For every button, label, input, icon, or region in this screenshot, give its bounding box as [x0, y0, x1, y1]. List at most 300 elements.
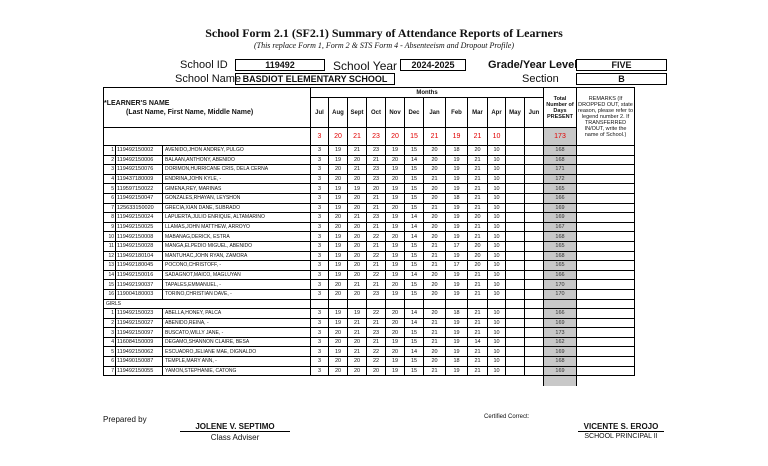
attendance-cell: 21	[424, 328, 446, 338]
total-present: 165	[544, 241, 577, 251]
school-name-label: School Name	[175, 73, 242, 85]
attendance-cell: 20	[348, 289, 367, 299]
attendance-cell: 3	[311, 184, 329, 194]
attendance-cell	[506, 174, 525, 184]
attendance-cell: 10	[488, 241, 506, 251]
attendance-cell: 20	[424, 222, 446, 232]
attendance-cell: 17	[446, 261, 468, 271]
lrn-cell: 119492150027	[116, 318, 163, 328]
form-subtitle: (This replace Form 1, Form 2 & STS Form 4 - Absenteeism and Dropout Profile)	[253, 41, 515, 50]
attendance-cell: 19	[386, 357, 405, 367]
attendance-cell: 21	[424, 241, 446, 251]
attendance-cell: 19	[348, 184, 367, 194]
attendance-cell: 21	[348, 165, 367, 175]
attendance-cell: 14	[405, 213, 424, 223]
attendance-cell: 23	[367, 328, 386, 338]
attendance-cell: 19	[386, 261, 405, 271]
school-name-field: BASDIOT ELEMENTARY SCHOOL	[235, 73, 395, 85]
lrn-cell: 119492150062	[116, 347, 163, 357]
boy-row	[104, 261, 635, 271]
school-days-cell: 20	[386, 128, 405, 146]
attendance-cell: 20	[348, 366, 367, 376]
girl-row	[104, 357, 635, 367]
lrn-cell: 119492150028	[116, 241, 163, 251]
attendance-cell	[525, 366, 544, 376]
learner-name: GRECIA,XIAN DANE, SUBRADO	[163, 203, 311, 213]
attendance-cell	[506, 270, 525, 280]
total-present: 171	[544, 165, 577, 175]
lrn-cell: 119492150024	[116, 213, 163, 223]
attendance-cell: 21	[468, 366, 488, 376]
attendance-cell: 15	[405, 337, 424, 347]
attendance-cell: 18	[446, 193, 468, 203]
attendance-cell	[525, 232, 544, 242]
girls-label: GIRLS	[104, 299, 311, 309]
attendance-cell: 14	[405, 309, 424, 319]
total-present: 170	[544, 280, 577, 290]
lrn-cell: 119492150025	[116, 222, 163, 232]
girl-row	[104, 328, 635, 338]
form-title: School Form 2.1 (SF2.1) Summary of Attendance Reports of Learners	[205, 26, 563, 40]
boy-row	[104, 146, 635, 156]
month-header-mar: Mar	[468, 98, 488, 128]
attendance-cell: 20	[348, 203, 367, 213]
attendance-cell: 10	[488, 251, 506, 261]
certified-label: Certified Correct:	[484, 414, 530, 420]
attendance-cell	[506, 280, 525, 290]
attendance-cell: 20	[348, 251, 367, 261]
lrn-cell: 119597150022	[116, 184, 163, 194]
girl-row	[104, 309, 635, 319]
attendance-cell: 3	[311, 165, 329, 175]
learner-name: ABELLA,HONEY, PALCA	[163, 309, 311, 319]
attendance-cell: 10	[488, 328, 506, 338]
attendance-cell	[525, 318, 544, 328]
lrn-cell: 119492190037	[116, 280, 163, 290]
remarks-cell	[577, 213, 635, 223]
attendance-cell: 20	[348, 193, 367, 203]
spacer-cell	[116, 376, 163, 386]
spacer-cell	[506, 376, 525, 386]
attendance-cell: 14	[405, 155, 424, 165]
remarks-cell	[577, 174, 635, 184]
attendance-cell: 20	[424, 213, 446, 223]
school-days-cell	[525, 128, 544, 146]
empty-cell	[525, 299, 544, 309]
attendance-cell	[525, 347, 544, 357]
school-id-label: School ID	[180, 59, 228, 71]
attendance-cell: 21	[424, 261, 446, 271]
attendance-cell: 20	[329, 174, 348, 184]
attendance-cell: 19	[446, 347, 468, 357]
attendance-cell: 21	[348, 318, 367, 328]
attendance-cell	[525, 222, 544, 232]
spacer-cell	[367, 376, 386, 386]
attendance-cell	[525, 174, 544, 184]
attendance-cell	[506, 347, 525, 357]
attendance-cell: 21	[367, 261, 386, 271]
attendance-cell: 3	[311, 251, 329, 261]
attendance-cell: 23	[367, 289, 386, 299]
attendance-cell: 20	[386, 309, 405, 319]
learner-name: BALAAN,ANTHONY, ABENIDO	[163, 155, 311, 165]
school-days-cell: 21	[468, 128, 488, 146]
remarks-cell	[577, 251, 635, 261]
attendance-cell: 19	[348, 309, 367, 319]
attendance-cell: 19	[386, 193, 405, 203]
total-present: 169	[544, 213, 577, 223]
attendance-cell: 21	[468, 203, 488, 213]
boy-row	[104, 241, 635, 251]
row-number: 9	[104, 222, 116, 232]
learner-name: SADAGNOT,MAICO, MAGLUYAN	[163, 270, 311, 280]
spacer-cell	[446, 376, 468, 386]
attendance-cell: 15	[405, 184, 424, 194]
attendance-cell: 18	[446, 357, 468, 367]
attendance-cell: 21	[468, 309, 488, 319]
boy-row	[104, 280, 635, 290]
attendance-cell: 21	[348, 146, 367, 156]
girl-row	[104, 347, 635, 357]
remarks-cell	[577, 270, 635, 280]
total-present: 168	[544, 251, 577, 261]
spacer-cell	[468, 376, 488, 386]
months-header: Months	[311, 88, 544, 98]
attendance-cell: 21	[424, 337, 446, 347]
attendance-cell: 19	[446, 222, 468, 232]
attendance-cell: 10	[488, 203, 506, 213]
attendance-cell: 14	[405, 318, 424, 328]
row-number: 8	[104, 213, 116, 223]
attendance-cell: 20	[329, 357, 348, 367]
attendance-cell: 21	[468, 222, 488, 232]
attendance-cell: 20	[329, 366, 348, 376]
adviser-signature-line	[180, 431, 290, 432]
remarks-cell	[577, 241, 635, 251]
attendance-cell: 20	[424, 184, 446, 194]
learner-name: DEGAMO,SHANNON CLAIRE, BESA	[163, 337, 311, 347]
attendance-cell: 21	[424, 203, 446, 213]
attendance-cell: 3	[311, 347, 329, 357]
attendance-cell: 19	[386, 213, 405, 223]
attendance-cell: 22	[367, 357, 386, 367]
attendance-cell: 20	[468, 261, 488, 271]
empty-cell	[329, 299, 348, 309]
attendance-cell: 14	[405, 222, 424, 232]
attendance-cell: 20	[329, 213, 348, 223]
learner-name: TAPALES,EMMANUEL, -	[163, 280, 311, 290]
attendance-cell: 19	[386, 251, 405, 261]
spacer-cell	[348, 376, 367, 386]
attendance-cell: 19	[329, 193, 348, 203]
remarks-cell	[577, 337, 635, 347]
attendance-cell: 19	[329, 146, 348, 156]
total-present: 169	[544, 203, 577, 213]
attendance-cell: 20	[468, 241, 488, 251]
lrn-cell: 119492180104	[116, 251, 163, 261]
spacer-cell	[311, 376, 329, 386]
attendance-cell: 22	[367, 232, 386, 242]
attendance-table	[103, 87, 635, 386]
attendance-cell: 21	[468, 347, 488, 357]
adviser-title: Class Adviser	[210, 433, 260, 442]
attendance-cell: 19	[446, 318, 468, 328]
attendance-cell: 20	[329, 337, 348, 347]
empty-cell	[424, 299, 446, 309]
attendance-cell: 19	[446, 155, 468, 165]
attendance-cell: 20	[468, 146, 488, 156]
row-number: 11	[104, 241, 116, 251]
row-number: 5	[104, 184, 116, 194]
school-days-total: 173	[544, 128, 577, 146]
spacer-cell	[163, 376, 311, 386]
attendance-cell: 20	[386, 347, 405, 357]
attendance-cell: 3	[311, 357, 329, 367]
attendance-cell: 19	[329, 261, 348, 271]
attendance-cell	[525, 203, 544, 213]
row-number: 2	[104, 318, 116, 328]
learner-name: POCONO,CHRISTOFF, -	[163, 261, 311, 271]
attendance-cell: 21	[424, 174, 446, 184]
attendance-cell: 3	[311, 193, 329, 203]
attendance-cell: 20	[424, 146, 446, 156]
attendance-cell	[506, 241, 525, 251]
attendance-cell: 19	[446, 337, 468, 347]
attendance-cell: 19	[446, 366, 468, 376]
attendance-cell: 10	[488, 232, 506, 242]
school-days-cell: 19	[446, 128, 468, 146]
attendance-cell: 19	[329, 251, 348, 261]
attendance-cell: 19	[446, 270, 468, 280]
attendance-cell: 20	[348, 222, 367, 232]
school-year-label: School Year	[333, 59, 398, 73]
attendance-cell: 10	[488, 347, 506, 357]
attendance-cell: 20	[424, 309, 446, 319]
spacer-cell	[488, 376, 506, 386]
attendance-cell: 15	[405, 146, 424, 156]
row-number: 6	[104, 193, 116, 203]
learner-name: AVENIDO,JHON ANDREY, PULGO	[163, 146, 311, 156]
remarks-cell	[577, 347, 635, 357]
attendance-cell: 20	[468, 251, 488, 261]
attendance-cell: 20	[424, 280, 446, 290]
total-present: 167	[544, 222, 577, 232]
attendance-cell: 21	[468, 318, 488, 328]
attendance-cell: 3	[311, 328, 329, 338]
attendance-cell: 14	[468, 337, 488, 347]
attendance-cell	[525, 261, 544, 271]
spacer-cell	[544, 376, 577, 386]
empty-cell	[488, 299, 506, 309]
remarks-cell	[577, 232, 635, 242]
attendance-cell: 3	[311, 280, 329, 290]
row-number: 12	[104, 251, 116, 261]
attendance-cell: 22	[367, 347, 386, 357]
attendance-cell	[506, 309, 525, 319]
attendance-cell: 10	[488, 261, 506, 271]
attendance-cell: 19	[386, 165, 405, 175]
row-number: 6	[104, 357, 116, 367]
attendance-cell: 19	[329, 184, 348, 194]
spacer-cell	[329, 376, 348, 386]
total-present: 165	[544, 261, 577, 271]
attendance-cell: 21	[468, 193, 488, 203]
attendance-cell: 22	[367, 270, 386, 280]
attendance-cell: 20	[424, 289, 446, 299]
attendance-cell: 20	[424, 165, 446, 175]
attendance-cell: 20	[329, 222, 348, 232]
attendance-cell	[525, 213, 544, 223]
boy-row	[104, 184, 635, 194]
name-header-title: *LEARNER'S NAME	[104, 99, 170, 107]
learner-name: ESCUADRO,JELIANE MAE, DIGNALDO	[163, 347, 311, 357]
school-days-label-cell	[104, 128, 311, 146]
attendance-cell: 3	[311, 241, 329, 251]
school-days-cell	[506, 128, 525, 146]
learner-name: GONZALES,RHAYAN, LEYSHON	[163, 193, 311, 203]
total-present: 172	[544, 174, 577, 184]
empty-cell	[386, 299, 405, 309]
row-number: 2	[104, 155, 116, 165]
total-present: 169	[544, 366, 577, 376]
spacer-cell	[405, 376, 424, 386]
attendance-cell	[506, 203, 525, 213]
row-number: 16	[104, 289, 116, 299]
attendance-cell: 3	[311, 261, 329, 271]
attendance-cell	[506, 193, 525, 203]
attendance-cell: 19	[386, 146, 405, 156]
attendance-cell: 10	[488, 366, 506, 376]
attendance-cell	[525, 337, 544, 347]
attendance-cell: 21	[468, 270, 488, 280]
empty-cell	[468, 299, 488, 309]
attendance-cell: 18	[446, 309, 468, 319]
row-number: 1	[104, 146, 116, 156]
lrn-cell: 119492150006	[116, 155, 163, 165]
attendance-cell	[506, 222, 525, 232]
attendance-cell: 21	[424, 366, 446, 376]
row-number: 14	[104, 270, 116, 280]
total-present-header: Total Number of Days PRESENT	[544, 88, 577, 128]
attendance-cell: 20	[386, 174, 405, 184]
attendance-cell: 15	[405, 165, 424, 175]
attendance-cell: 10	[488, 213, 506, 223]
attendance-cell	[506, 261, 525, 271]
attendance-cell: 10	[488, 165, 506, 175]
month-header-oct: Oct	[367, 98, 386, 128]
remarks-cell	[577, 155, 635, 165]
attendance-cell: 15	[405, 289, 424, 299]
learner-name: MANGA,ELPEDIO MIGUEL, ABENIDO	[163, 241, 311, 251]
attendance-cell: 19	[329, 347, 348, 357]
attendance-cell: 19	[446, 251, 468, 261]
attendance-cell: 20	[386, 328, 405, 338]
remarks-cell	[577, 261, 635, 271]
spacer-cell	[525, 376, 544, 386]
attendance-cell: 10	[488, 318, 506, 328]
attendance-cell: 3	[311, 337, 329, 347]
attendance-cell: 15	[405, 251, 424, 261]
attendance-cell: 23	[367, 213, 386, 223]
attendance-cell: 21	[468, 174, 488, 184]
attendance-cell: 20	[424, 357, 446, 367]
attendance-cell	[525, 241, 544, 251]
attendance-cell: 21	[468, 289, 488, 299]
month-header-jul: Jul	[311, 98, 329, 128]
attendance-cell: 23	[367, 165, 386, 175]
attendance-cell: 15	[405, 203, 424, 213]
month-header-nov: Nov	[386, 98, 405, 128]
spacer-cell	[424, 376, 446, 386]
attendance-cell: 15	[405, 241, 424, 251]
boy-row	[104, 232, 635, 242]
remarks-cell	[577, 328, 635, 338]
attendance-cell: 3	[311, 222, 329, 232]
section-label: Section	[522, 73, 559, 85]
learner-name: LAPUERTA,JULIO ENRIQUE, ALTAMARINO	[163, 213, 311, 223]
attendance-cell: 21	[424, 318, 446, 328]
principal-title: SCHOOL PRINCIPAL II	[584, 433, 658, 440]
remarks-cell	[577, 289, 635, 299]
total-present: 162	[544, 337, 577, 347]
attendance-cell: 21	[367, 222, 386, 232]
attendance-cell: 21	[367, 337, 386, 347]
name-header	[104, 88, 311, 128]
learner-name: DORIMON,HURRICANE CRIS, DELA CERNA	[163, 165, 311, 175]
learner-name: BUSCATO,WILLY JANE, -	[163, 328, 311, 338]
row-number: 5	[104, 347, 116, 357]
attendance-cell: 15	[405, 328, 424, 338]
attendance-cell: 17	[446, 241, 468, 251]
attendance-cell: 3	[311, 270, 329, 280]
attendance-cell: 15	[405, 366, 424, 376]
school-days-cell: 3	[311, 128, 329, 146]
lrn-cell: 116084150009	[116, 337, 163, 347]
attendance-cell: 21	[424, 251, 446, 261]
attendance-cell: 19	[386, 270, 405, 280]
remarks-cell	[577, 146, 635, 156]
attendance-cell: 19	[386, 337, 405, 347]
attendance-cell: 19	[386, 184, 405, 194]
attendance-cell: 20	[348, 337, 367, 347]
girl-row	[104, 337, 635, 347]
attendance-cell: 14	[405, 232, 424, 242]
attendance-cell: 15	[405, 174, 424, 184]
attendance-cell: 19	[329, 241, 348, 251]
attendance-cell	[506, 213, 525, 223]
remarks-cell	[577, 309, 635, 319]
empty-total	[544, 299, 577, 309]
grade-field: FIVE	[576, 59, 667, 71]
learner-name: ENDRINA,JOHN KYLE, -	[163, 174, 311, 184]
attendance-cell: 21	[367, 318, 386, 328]
attendance-cell: 21	[468, 280, 488, 290]
row-number: 1	[104, 309, 116, 319]
attendance-cell	[506, 337, 525, 347]
attendance-cell: 21	[367, 241, 386, 251]
attendance-cell: 18	[446, 146, 468, 156]
attendance-cell: 19	[446, 203, 468, 213]
row-number: 4	[104, 337, 116, 347]
attendance-cell: 19	[329, 232, 348, 242]
attendance-cell: 19	[446, 184, 468, 194]
lrn-cell: 119492150055	[116, 366, 163, 376]
remarks-cell	[577, 165, 635, 175]
month-header-apr: Apr	[488, 98, 506, 128]
attendance-cell	[525, 280, 544, 290]
girls-separator-row	[104, 299, 635, 309]
empty-cell	[405, 299, 424, 309]
